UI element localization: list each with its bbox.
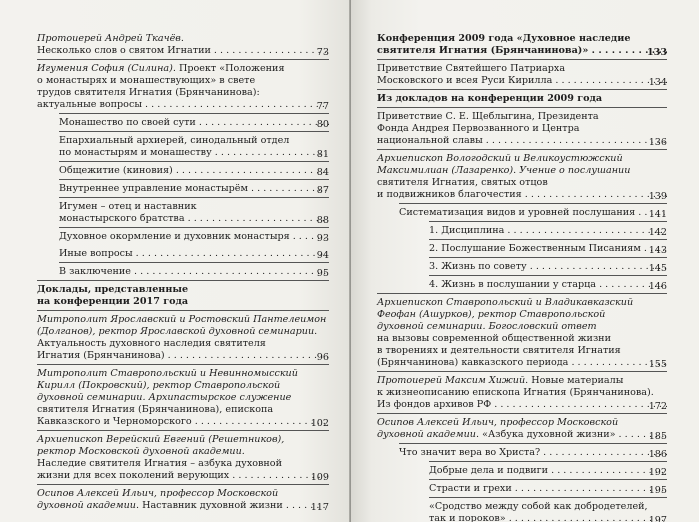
toc-entry-title-line: Митрополит Ярославский и Ростовский Пантелеимон bbox=[37, 314, 327, 325]
toc-page-number: 94 bbox=[316, 250, 329, 261]
toc-page-number: 136 bbox=[648, 137, 667, 148]
toc-entry-title-last-line: Несколько слов о святом Игнатии . . . bbox=[37, 45, 329, 57]
toc-entry-title-line: о монастырях и монашествующих» в свете bbox=[37, 75, 256, 86]
toc-entry-title-last-line: духовной академии. «Азбука духовной жизни» . . . bbox=[377, 429, 667, 441]
toc-entry-title-line: Архиепископ Вологодский и Великоустюжский bbox=[377, 153, 623, 164]
toc-entry bbox=[377, 371, 667, 413]
toc-page-number: 142 bbox=[648, 227, 667, 238]
toc-entry-title-line: Протоиерей Максим Хижий. Новые материалы bbox=[377, 375, 624, 386]
toc-entry bbox=[37, 310, 329, 364]
right-toc-list bbox=[377, 30, 667, 522]
toc-entry bbox=[429, 275, 667, 293]
toc-entry bbox=[377, 149, 667, 203]
toc-entry-title-line: Архиепископ Ставропольский и Владикавказский bbox=[377, 297, 634, 308]
toc-page-number: 77 bbox=[316, 101, 329, 112]
toc-entry bbox=[377, 30, 667, 59]
toc-entry bbox=[377, 107, 667, 149]
toc-entry-title-last-line: на конференции 2017 года bbox=[37, 296, 189, 307]
toc-page-number: 145 bbox=[648, 263, 667, 274]
toc-entry-title-line: Феофан (Ашурков), ректор Ставропольской bbox=[377, 309, 606, 320]
toc-entry bbox=[37, 430, 329, 484]
toc-entry bbox=[377, 413, 667, 443]
toc-entry bbox=[59, 113, 329, 131]
toc-entry-title-last-line: 4. Жизнь в послушании у старца . . . bbox=[429, 279, 667, 291]
toc-page-number: 80 bbox=[316, 119, 329, 130]
toc-page-number: 141 bbox=[648, 209, 667, 220]
toc-entry bbox=[37, 484, 329, 514]
toc-page-number: 84 bbox=[316, 167, 329, 178]
toc-entry-title-line: Максимилиан (Лазаренко). Учение о послушании bbox=[377, 165, 631, 176]
toc-entry-title-line: Протоиерей Андрей Ткачёв. bbox=[37, 33, 184, 44]
toc-entry bbox=[59, 262, 329, 280]
toc-entry-title-line: трудов святителя Игнатия (Брянчанинова): bbox=[37, 87, 260, 98]
toc-entry bbox=[59, 245, 329, 262]
toc-page-number: 195 bbox=[648, 485, 667, 496]
toc-page-number: 134 bbox=[648, 77, 667, 88]
toc-entry bbox=[429, 221, 667, 239]
toc-entry-title-last-line: Страсти и грехи . . . bbox=[429, 483, 667, 495]
author-name: Игумения София (Силина). bbox=[37, 63, 176, 74]
toc-page-number: 73 bbox=[316, 47, 329, 58]
toc-page-number: 93 bbox=[316, 233, 329, 244]
toc-entry-title-line: Актуальность духовного наследия святителя bbox=[37, 338, 266, 349]
toc-entry-title-line: святителя Игнатия (Брянчанинова), епископа bbox=[37, 404, 274, 415]
toc-entry-title-line bbox=[37, 446, 329, 458]
toc-entry-title-line: Фонда Андрея Первозванного и Центра bbox=[377, 123, 580, 134]
toc-entry bbox=[377, 89, 667, 107]
toc-entry-title-last-line: и подвижников благочестия . . . bbox=[377, 189, 667, 201]
toc-entry-title-last-line: Что значит вера во Христа? . . . bbox=[399, 447, 667, 459]
toc-entry bbox=[377, 59, 667, 89]
toc-page-number: 143 bbox=[648, 245, 667, 256]
toc-entry-title-line: на вызовы современной общественной жизни bbox=[377, 333, 611, 344]
toc-page-number: 87 bbox=[316, 185, 329, 196]
toc-entry-title-line: Осипов Алексей Ильич, профессор Московской bbox=[377, 417, 619, 428]
toc-page-number: 186 bbox=[648, 449, 667, 460]
toc-entry-title-last-line: Игнатия (Брянчанинова) . . . bbox=[37, 350, 329, 362]
author-name: Максимилиан (Лазаренко). bbox=[377, 165, 517, 176]
author-name: духовной семинарии. bbox=[37, 392, 146, 403]
toc-page-number: 146 bbox=[648, 281, 667, 292]
toc-entry-title-line: Наследие святителя Игнатия – азбука духовной bbox=[37, 458, 282, 469]
toc-entry-title-last-line: национальной славы . . . bbox=[377, 135, 667, 147]
toc-entry bbox=[37, 30, 329, 59]
toc-page-number: 139 bbox=[648, 191, 667, 202]
toc-entry-title-last-line: 1. Дисциплина . . . bbox=[429, 225, 667, 237]
author-name: духовной академии. bbox=[377, 429, 480, 440]
author-name: духовной академии. bbox=[37, 500, 140, 511]
toc-entry bbox=[59, 227, 329, 245]
toc-entry-title-line: святителя Игнатия, святых отцов bbox=[377, 177, 548, 188]
toc-entry-title-last-line: так и пороков» . . . bbox=[429, 513, 667, 522]
toc-entry-title-last-line: Монашество по своей сути . . . bbox=[59, 117, 329, 129]
toc-entry-title-last-line: Общежитие (киновия) . . . bbox=[59, 165, 329, 177]
toc-page-number: 88 bbox=[316, 215, 329, 226]
toc-entry bbox=[429, 257, 667, 275]
toc-page-number: 155 bbox=[648, 359, 667, 370]
toc-entry-title-line: Епархиальный архиерей, синодальный отдел bbox=[59, 135, 290, 146]
left-toc-list bbox=[37, 30, 329, 514]
author-name: Протоиерей Максим Хижий. bbox=[377, 375, 529, 386]
toc-page-number: 172 bbox=[648, 401, 667, 412]
toc-entry-title-line: в творениях и деятельности святителя Игнатия bbox=[377, 345, 621, 356]
toc-entry-title-line: Игумения София (Силина). Проект «Положения bbox=[37, 63, 285, 74]
toc-entry-title-line: Приветствие С. Е. Щеблыгина, Президента bbox=[377, 111, 599, 122]
toc-page-number: 117 bbox=[310, 502, 329, 513]
toc-entry-title-line bbox=[37, 326, 329, 338]
toc-entry-title-line: Осипов Алексей Ильич, профессор Московской bbox=[37, 488, 279, 499]
toc-entry bbox=[399, 203, 667, 221]
toc-entry-title-last-line: жизни для всех поколений верующих . . . bbox=[37, 470, 329, 482]
toc-entry bbox=[59, 161, 329, 179]
toc-entry-title-last-line: Систематизация видов и уровней послушания . . . bbox=[399, 207, 667, 219]
toc-entry bbox=[429, 479, 667, 497]
toc-entry bbox=[37, 59, 329, 113]
toc-entry-title-last-line: Внутреннее управление монастырём . . . bbox=[59, 183, 329, 195]
author-name: ректор Московской духовной академии. bbox=[37, 446, 245, 457]
toc-entry-title-line: Кирилл (Покровский), ректор Ставропольской bbox=[37, 380, 281, 391]
toc-entry-title-line: Игумен – отец и наставник bbox=[59, 201, 197, 212]
toc-entry-title-line: Доклады, представленные bbox=[37, 284, 189, 295]
right-page bbox=[351, 0, 699, 522]
toc-entry-title-last-line: Из фондов архивов РФ . . . bbox=[377, 399, 667, 411]
toc-entry-title-last-line: Добрые дела и подвиги . . . bbox=[429, 465, 667, 477]
author-name: (Долганов), ректор Ярославской духовной семинарии. bbox=[37, 326, 318, 337]
toc-entry bbox=[59, 131, 329, 161]
toc-entry-title-last-line: по монастырям и монашеству . . . bbox=[59, 147, 329, 159]
toc-page-number: 95 bbox=[316, 268, 329, 279]
toc-entry-title-last-line: святителя Игнатия (Брянчанинова)» . . . bbox=[377, 45, 667, 57]
toc-entry-title-last-line: Духовное окормление и духовник монастыря . . . bbox=[59, 231, 329, 243]
toc-entry bbox=[37, 280, 329, 310]
toc-entry-title-line: Приветствие Святейшего Патриарха bbox=[377, 63, 566, 74]
toc-page-number: 81 bbox=[316, 149, 329, 160]
toc-entry bbox=[59, 197, 329, 227]
toc-entry-title-line: духовной семинарии. Архипастырское служение bbox=[37, 392, 292, 403]
toc-entry-title-last-line: (Брянчанинова) кавказского периода . . . bbox=[377, 357, 667, 369]
toc-entry-title-last-line: В заключение . . . bbox=[59, 266, 329, 278]
toc-entry-title-last-line: Из докладов на конференции 2009 года bbox=[377, 93, 603, 104]
toc-entry-title-line: Митрополит Ставропольский и Невинномысский bbox=[37, 368, 298, 379]
toc-page-number: 102 bbox=[310, 418, 329, 429]
toc-entry bbox=[377, 293, 667, 371]
toc-entry-title-line: Конференция 2009 года «Духовное наследие bbox=[377, 33, 631, 44]
toc-entry-title-line: «Сродство между собой как добродетелей, bbox=[429, 501, 648, 512]
toc-entry-title-line: духовной семинарии. Богословский ответ bbox=[377, 321, 597, 332]
toc-entry bbox=[429, 461, 667, 479]
toc-entry bbox=[399, 443, 667, 461]
toc-entry-title-last-line: духовной академии. Наставник духовной жизни . . . bbox=[37, 500, 329, 512]
toc-entry-title-last-line: 3. Жизнь по совету . . . bbox=[429, 261, 667, 273]
toc-entry-title-last-line: 2. Послушание Божественным Писаниям . . . bbox=[429, 243, 667, 255]
toc-entry-title-last-line: монастырского братства . . . bbox=[59, 213, 329, 225]
toc-entry bbox=[59, 179, 329, 197]
toc-entry bbox=[429, 497, 667, 522]
toc-page-number: 133 bbox=[646, 47, 667, 58]
toc-entry-title-last-line: Кавказского и Черноморского . . . bbox=[37, 416, 329, 428]
toc-entry bbox=[37, 364, 329, 430]
toc-page-number: 197 bbox=[648, 515, 667, 522]
toc-page-number: 192 bbox=[648, 467, 667, 478]
toc-page-number: 185 bbox=[648, 431, 667, 442]
toc-entry bbox=[429, 239, 667, 257]
toc-entry-title-last-line: актуальные вопросы . . . bbox=[37, 99, 329, 111]
toc-page-number: 109 bbox=[310, 472, 329, 483]
toc-page-number: 96 bbox=[316, 352, 329, 363]
author-name: духовной семинарии. bbox=[377, 321, 486, 332]
toc-entry-title-line: к жизнеописанию епископа Игнатия (Брянчанинова). bbox=[377, 387, 654, 398]
toc-entry-title-last-line: Московского и всея Руси Кирилла . . . bbox=[377, 75, 667, 87]
toc-entry-title-line: Архиепископ Верейский Евгений (Решетников), bbox=[37, 434, 285, 445]
toc-entry-title-last-line: Иные вопросы . . . bbox=[59, 248, 329, 260]
